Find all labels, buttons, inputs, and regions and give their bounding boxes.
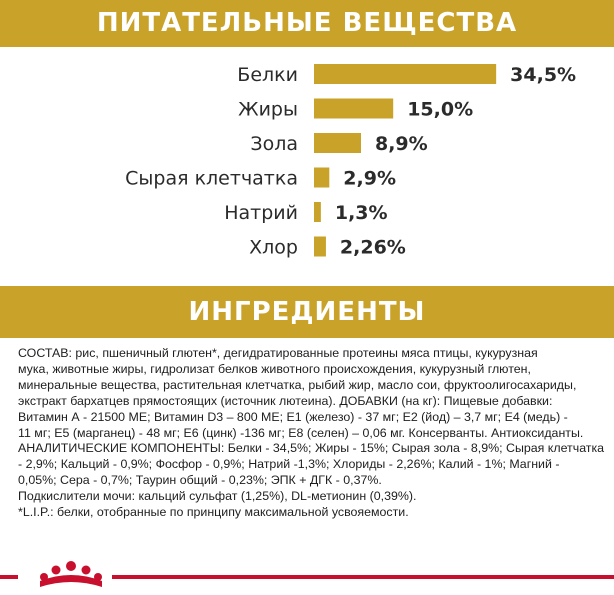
category-label: Сырая клетчатка (125, 167, 298, 190)
composition-line: Витамин А - 21500 МЕ; Витамин D3 – 800 МЕ; Е1 (железо) - 37 мг; Е2 (йод) – 3,7 мг; Е4 (медь) - (18, 409, 568, 424)
composition-line: экстракт бархатцев прямостоящих (источник лютеина). ДОБАВКИ (на кг): Пищевые добавки: (18, 393, 553, 408)
category-label: Натрий (224, 202, 298, 224)
category-label: Зола (250, 133, 298, 155)
nutrient-bar (314, 99, 393, 119)
composition-line: 11 мг; Е5 (марганец) - 48 мг; Е6 (цинк) -136 мг; Е8 (селен) – 0,06 мг. Консерванты. Антиоксиданты. (18, 425, 584, 440)
category-label: Хлор (249, 236, 298, 259)
nutrient-bar (314, 168, 329, 188)
value-label: 2,26% (339, 236, 406, 259)
nutrient-bar (314, 133, 361, 153)
royal-canin-crown-icon (32, 557, 110, 591)
value-label: 8,9% (374, 133, 428, 155)
composition-line: минеральные вещества, растительная клетчатка, рыбий жир, масло сои, фруктоолигосахариды, (18, 377, 577, 392)
composition-line: СОСТАВ: рис, пшеничный глютен*, дегидратированные протеины мяса птицы, кукурузная (18, 346, 538, 360)
composition-line: Подкислители мочи: кальций сульфат (1,25%), DL-метионин (0,39%). (18, 489, 417, 504)
composition-line: мука, животные жиры, гидролизат белков животного происхождения, кукурузный глютен, (18, 361, 531, 376)
nutrient-bar (314, 64, 496, 84)
nutrient-bar (314, 202, 321, 222)
footer-divider-right (112, 575, 614, 579)
nutrients-heading: ПИТАТЕЛЬНЫЕ ВЕЩЕСТВА (0, 0, 614, 47)
composition-line: АНАЛИТИЧЕСКИЕ КОМПОНЕНТЫ: Белки - 34,5%; Жиры - 15%; Сырая зола - 8,9%; Сырая клетчатка (18, 441, 605, 456)
composition-text (18, 346, 608, 521)
value-label: 1,3% (334, 202, 388, 224)
composition-line: *L.I.P.: белки, отобранные по принципу максимальной усвояемости. (18, 505, 409, 520)
category-label: Белки (237, 64, 298, 86)
nutrient-bar-chart (0, 47, 614, 286)
composition-line: 0,05%; Сера - 0,7%; Таурин общий - 0,23%; ЭПК + ДГК - 0,37%. (18, 473, 382, 488)
value-label: 15,0% (407, 98, 474, 121)
value-label: 2,9% (343, 167, 397, 190)
ingredients-heading: ИНГРЕДИЕНТЫ (0, 286, 614, 338)
value-label: 34,5% (510, 64, 577, 86)
category-label: Жиры (238, 98, 298, 121)
nutrient-bar (314, 237, 326, 257)
footer-divider-left (0, 575, 18, 579)
composition-line: - 2,9%; Кальций - 0,9%; Фосфор - 0,9%; Натрий -1,3%; Хлориды - 2,26%; Калий - 1%; Магний - (18, 457, 560, 472)
